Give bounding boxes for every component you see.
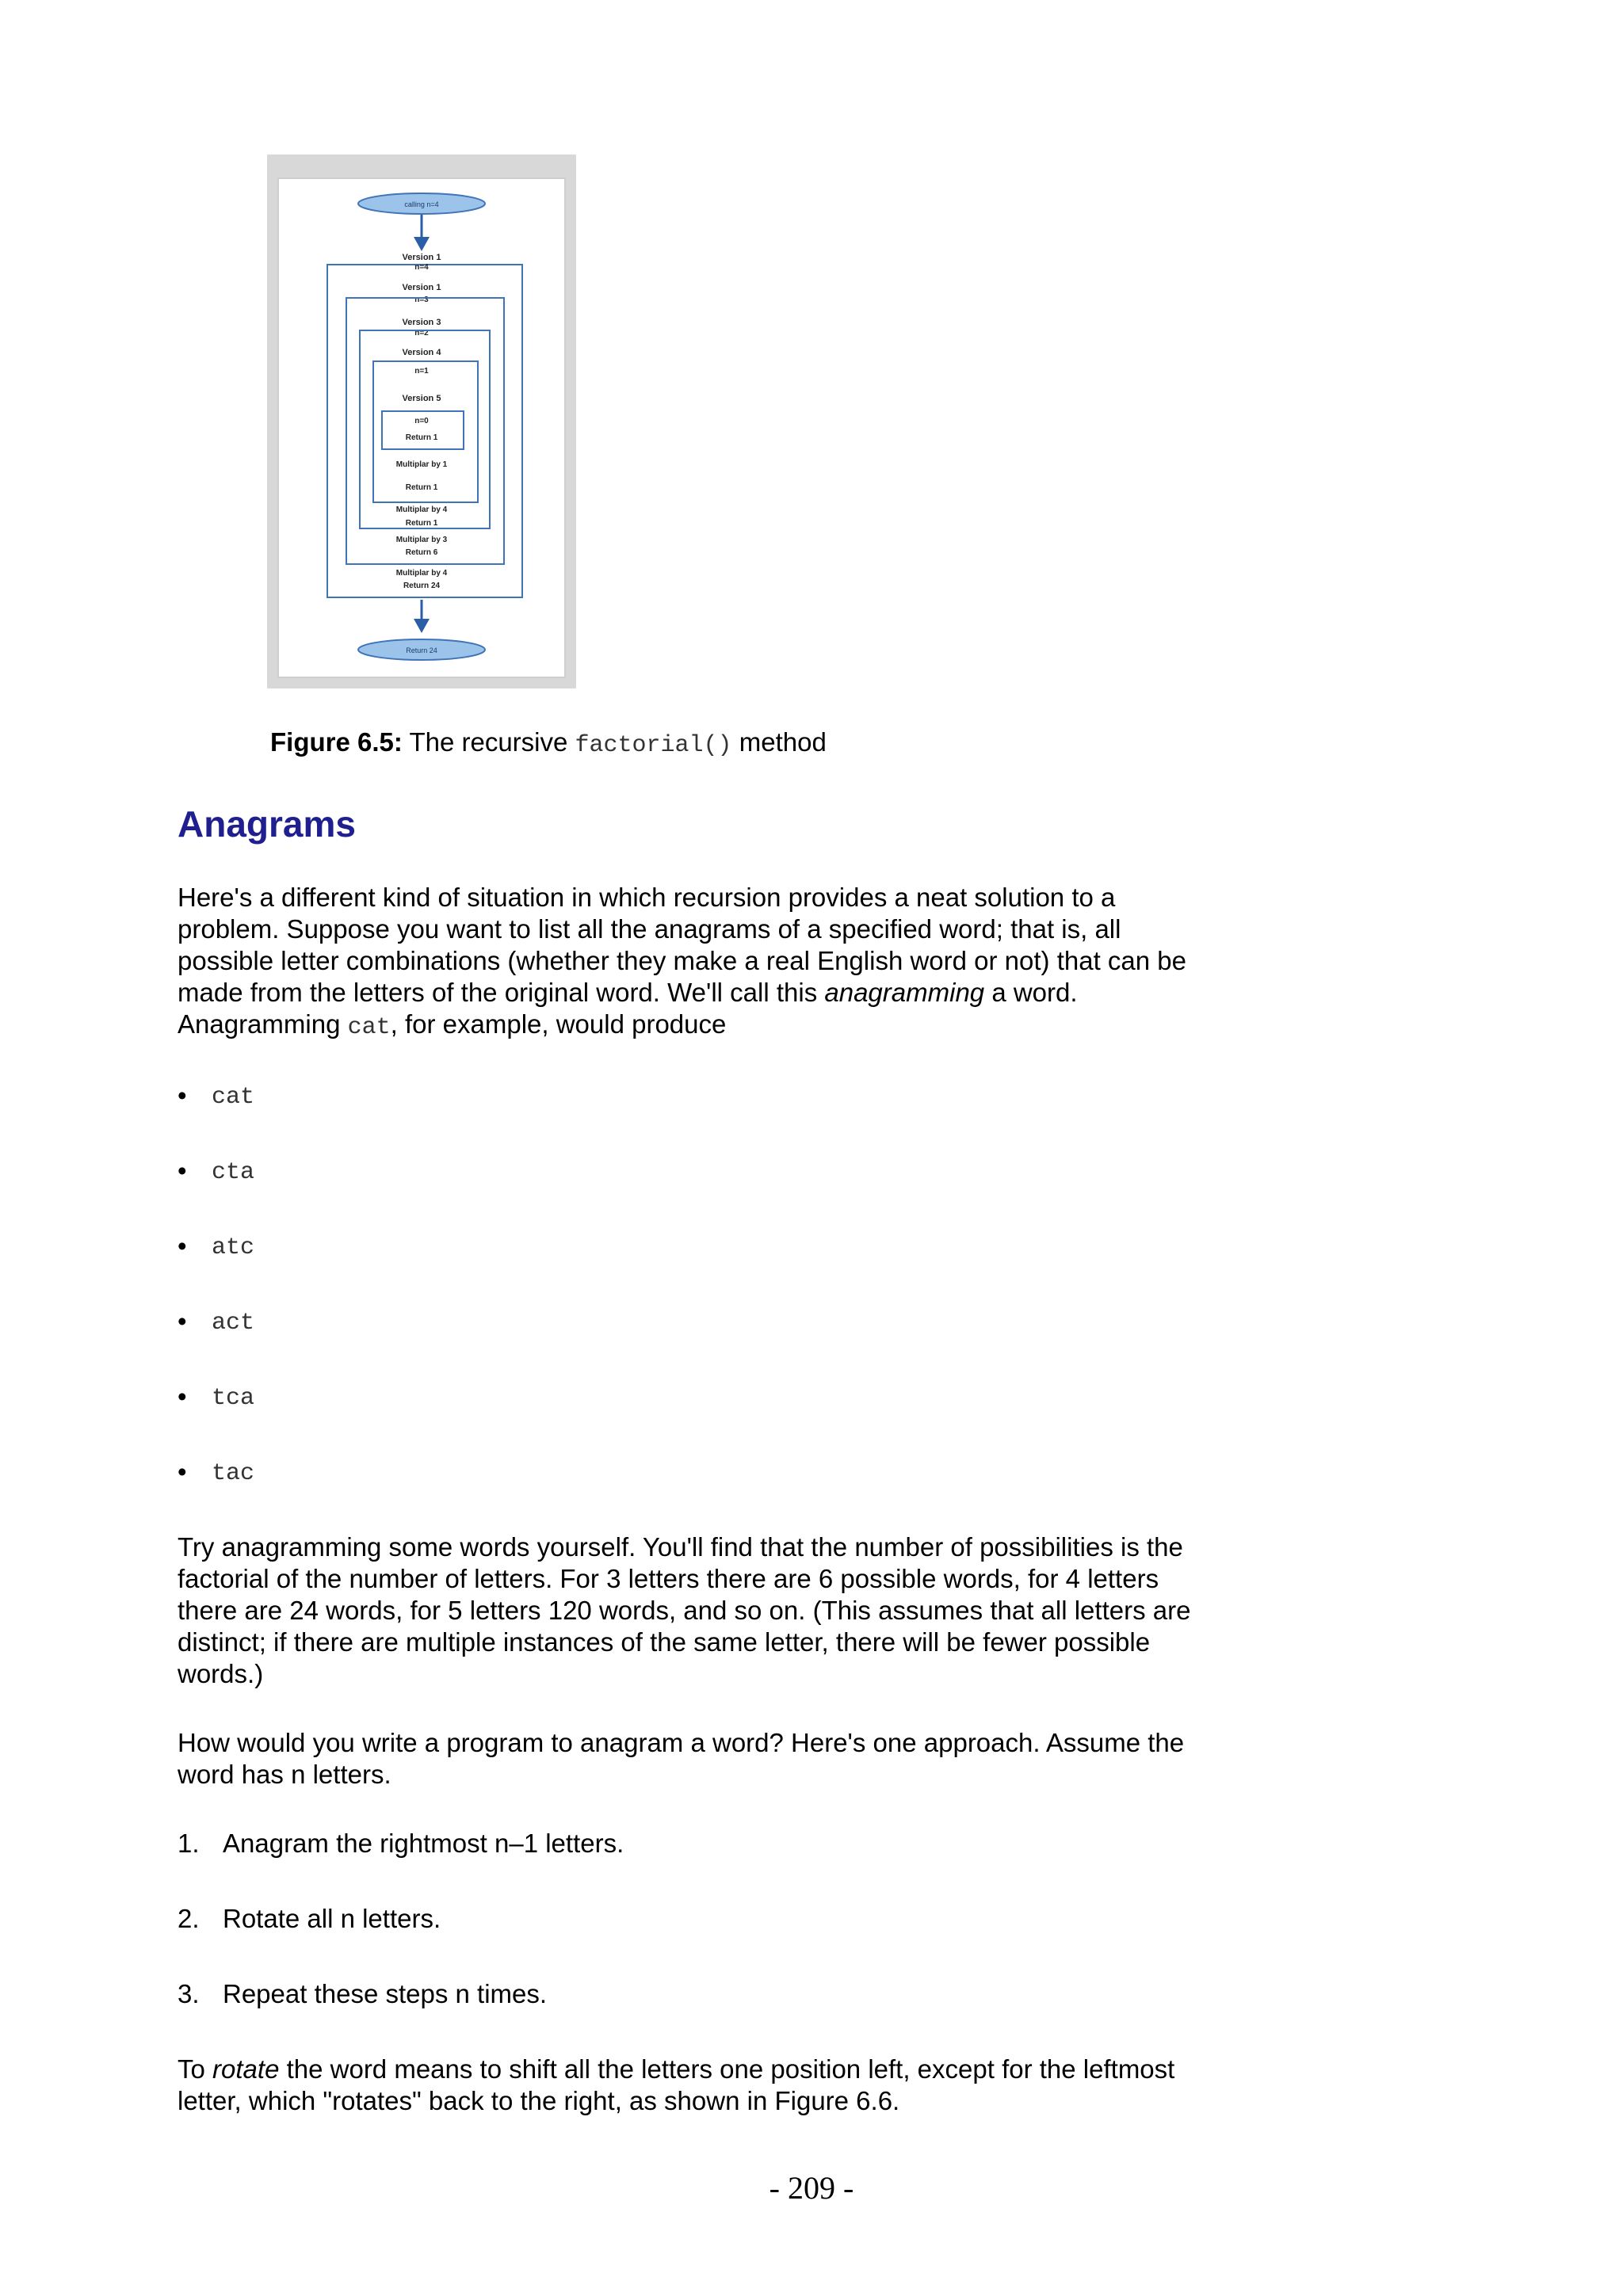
para4-emphasis: rotate [212,2054,280,2084]
version-4-n: n=1 [414,367,429,376]
version-5-title: Version 5 [402,394,441,403]
step-number: 1. [178,1829,200,1858]
version-1-n: n=4 [414,263,429,272]
version-3-return: Return 1 [405,519,438,528]
bullet-icon: • [178,1306,187,1336]
para2-line-3: there are 24 words, for 5 letters 120 words, and so on. (This assumes that all letters are [178,1596,1191,1625]
step-text: Anagram the rightmost n–1 letters. [223,1829,624,1858]
version-2-return: Return 6 [405,548,438,557]
version-5-return: Return 1 [405,433,438,442]
para4-line-1-post: the word means to shift all the letters one position left, except for the leftmost [279,2054,1175,2084]
anagram-word: cta [212,1159,255,1186]
version-1-title: Version 1 [402,253,441,262]
bullet-icon: • [178,1231,187,1261]
anagram-word: tca [212,1385,255,1412]
version-2-n: n=3 [414,296,429,304]
para2-line-4: distinct; if there are multiple instances of the same letter, there will be fewer possible [178,1627,1151,1657]
caption-code: factorial() [575,732,732,759]
anagram-word: tac [212,1460,255,1487]
intro-line-4-pre: made from the letters of the original word. We'll call this [178,978,825,1007]
page-number: - 209 - [769,2170,854,2206]
version-2-multiply: Multiplar by 3 [395,536,448,544]
para4-line-1 [178,2054,1287,2085]
intro-line-1: Here's a different kind of situation in which recursion provides a neat solution to a [178,883,1116,912]
version-3-title: Version 3 [402,318,441,327]
anagram-word: cat [212,1084,255,1111]
version-3-multiply: Multiplar by 4 [395,505,448,514]
end-oval-label: Return 24 [406,646,437,654]
version-1-multiply: Multiplar by 4 [395,569,448,578]
bullet-icon: • [178,1457,187,1486]
para4-line-1-pre: To [178,2054,213,2084]
anagram-word: act [212,1310,255,1337]
intro-line-5 [178,1009,1287,1043]
bullet-icon: • [178,1156,187,1185]
factorial-flow-diagram [267,154,576,688]
intro-code: cat [347,1014,391,1041]
version-5-n: n=0 [414,417,429,425]
para3-line-2: word has n letters. [178,1760,391,1789]
step-number: 3. [178,1979,200,2008]
version-2-title: Version 1 [402,283,441,292]
para4-line-2: letter, which "rotates" back to the right, as shown in Figure 6.6. [178,2086,900,2115]
caption-tail: method [731,727,827,757]
version-4-title: Version 4 [402,348,441,357]
version-4-multiply: Multiplar by 1 [395,460,448,469]
para2-line-2: factorial of the number of letters. For 3 letters there are 6 possible words, for 4 letters [178,1564,1159,1593]
step-text: Rotate all n letters. [223,1904,441,1933]
bullet-icon: • [178,1382,187,1411]
start-oval-label: calling n=4 [404,200,439,208]
intro-line-4 [178,977,1287,1009]
bullet-icon: • [178,1081,187,1110]
intro-line-4-post: a word. [984,978,1078,1007]
para3-line-1: How would you write a program to anagram a word? Here's one approach. Assume the [178,1728,1185,1757]
intro-line-5-post: , for example, would produce [390,1009,727,1039]
para2-line-1: Try anagramming some words yourself. You'll find that the number of possibilities is the [178,1532,1183,1562]
figure-label: Figure 6.5: [270,727,403,757]
caption-text: The recursive [402,727,575,757]
figure-caption [270,727,827,759]
step-number: 2. [178,1904,200,1933]
intro-line-3: possible letter combinations (whether they make a real English word or not) that can be [178,946,1186,975]
section-heading: Anagrams [178,803,356,845]
version-1-return: Return 24 [403,582,441,590]
anagram-word: atc [212,1234,255,1261]
intro-line-5-pre: Anagramming [178,1009,348,1039]
step-text: Repeat these steps n times. [223,1979,548,2008]
version-4-return: Return 1 [405,483,438,492]
version-3-n: n=2 [414,329,429,338]
intro-emphasis: anagramming [824,978,985,1007]
para2-line-5: words.) [178,1659,264,1688]
intro-line-2: problem. Suppose you want to list all the anagrams of a specified word; that is, all [178,914,1121,944]
figure-6-5-image [267,154,576,688]
